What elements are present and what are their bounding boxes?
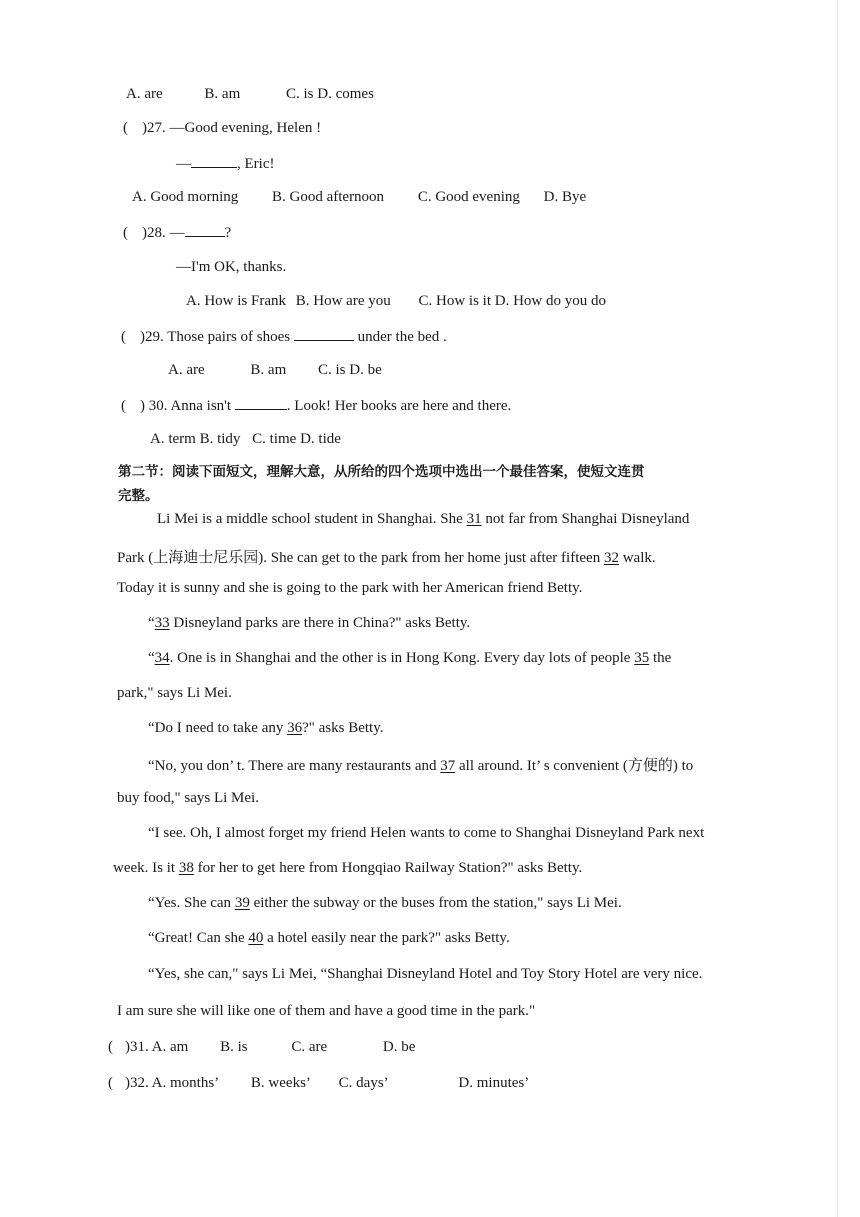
passage-line-11 (113, 860, 582, 877)
section-2-instruction: 第二节：阅读下面短文，理解大意，从所给的四个选项中选出一个最佳答案，使短文连贯 (118, 464, 645, 480)
q29-option-cd: C. is D. be (318, 362, 382, 378)
passage-text: for her to get here from Hongqiao Railway Station?" asks Betty. (193, 860, 583, 876)
q31-option-a: )31. A. am (125, 1039, 189, 1055)
q31-option-c: C. are (291, 1039, 328, 1055)
blank-32: 32 (603, 550, 619, 566)
q31-option-d: D. be (382, 1039, 416, 1055)
answer-paren: ( (108, 1039, 113, 1055)
answer-paren: ( (108, 1075, 113, 1091)
passage-line-4 (148, 615, 470, 632)
passage-line-9: buy food," says Li Mei. (117, 790, 259, 806)
passage-text: “Yes. She can (148, 895, 235, 911)
blank-31: 31 (466, 511, 482, 527)
passage-line-12 (148, 895, 622, 912)
q28-reply: —I'm OK, thanks. (176, 259, 287, 275)
passage-line-8 (148, 754, 693, 775)
passage-text: “Do I need to take any (148, 720, 288, 736)
passage-line-14: “Yes, she can," says Li Mei, “Shanghai Disneyland Hotel and Toy Story Hotel are very nice. (148, 966, 703, 982)
q32-row (108, 1075, 529, 1092)
q29-options (168, 362, 382, 379)
page-edge (837, 0, 838, 1217)
blank-39: 39 (234, 895, 250, 911)
passage-text: not far from Shanghai Disneyland (481, 511, 690, 527)
q26-option-a: A. are (126, 86, 163, 102)
q29-option-a: A. are (168, 362, 205, 378)
q30-text-tail: . Look! Her books are here and there. (286, 398, 512, 414)
blank-36: 36 (287, 720, 303, 736)
q30-option-cd: C. time D. tide (252, 431, 341, 447)
q30-options (150, 431, 341, 448)
q27-option-b: B. Good afternoon (272, 189, 385, 205)
passage-text: . One is in Shanghai and the other is in Hong Kong. Every day lots of people (169, 650, 635, 666)
passage-line-7 (148, 720, 384, 737)
fill-blank (185, 224, 225, 237)
q28-text: )28. — (142, 225, 185, 241)
passage-text: either the subway or the buses from the station," says Li Mei. (249, 895, 622, 911)
q28-qmark: ? (224, 225, 232, 241)
passage-line-1 (157, 511, 689, 528)
q30-stem (121, 397, 511, 415)
passage-text: Disneyland parks are there in China?" asks Betty. (169, 615, 471, 631)
q27-reply (176, 155, 274, 173)
q27-option-c: C. Good evening (417, 189, 520, 205)
passage-text: Park (上海迪士尼乐园). She can get to the park from her home just after fifteen (117, 550, 604, 566)
passage-text: “ (148, 650, 155, 666)
section-2-instruction-cont: 完整。 (118, 488, 159, 504)
passage-text: the (649, 650, 672, 666)
passage-text: week. Is it (113, 860, 179, 876)
q27-option-a: A. Good morning (132, 189, 239, 205)
passage-line-2 (117, 546, 656, 567)
fill-blank (235, 397, 287, 410)
passage-line-10: “I see. Oh, I almost forget my friend Helen wants to come to Shanghai Disneyland Park next (148, 825, 705, 841)
q28-options (186, 293, 606, 310)
blank-34: 34 (154, 650, 170, 666)
passage-text: a hotel easily near the park?" asks Betty. (263, 930, 510, 946)
answer-paren: ( (121, 398, 126, 414)
passage-text: ?" asks Betty. (302, 720, 384, 736)
q32-option-c: C. days’ (338, 1075, 389, 1091)
q32-option-d: D. minutes’ (458, 1075, 530, 1091)
passage-line-6: park," says Li Mei. (117, 685, 232, 701)
blank-38: 38 (178, 860, 194, 876)
blank-35: 35 (634, 650, 650, 666)
q28-option-cd: C. How is it D. How do you do (418, 293, 606, 309)
dash: — (176, 156, 191, 172)
fill-blank (294, 328, 354, 341)
q29-text-tail: under the bed . (357, 329, 447, 345)
passage-line-15: I am sure she will like one of them and have a good time in the park." (117, 1003, 536, 1019)
q29-stem (121, 328, 447, 346)
q28-option-a: A. How is Frank (186, 293, 286, 309)
blank-37: 37 (440, 758, 456, 774)
q31-option-b: B. is (220, 1039, 248, 1055)
answer-paren: ( (121, 329, 126, 345)
passage-text: “No, you don’ t. There are many restaurants and (148, 758, 441, 774)
q27-options (132, 189, 586, 206)
q29-text: )29. Those pairs of shoes (140, 329, 291, 345)
passage-text: Li Mei is a middle school student in Shanghai. She (157, 511, 467, 527)
answer-paren: ( (123, 225, 128, 241)
q26-options (126, 86, 374, 103)
q32-option-a: )32. A. months’ (125, 1075, 220, 1091)
q28-option-b: B. How are you (295, 293, 391, 309)
answer-paren: ( (123, 120, 128, 136)
q31-row (108, 1039, 415, 1056)
q27-text: )27. —Good evening, Helen ! (142, 120, 322, 136)
passage-text: all around. It’ s convenient (方便的) to (455, 758, 694, 774)
q26-option-cd: C. is D. comes (286, 86, 374, 102)
q30-text: ) 30. Anna isn't (140, 398, 232, 414)
fill-blank (191, 155, 237, 168)
passage-line-13 (148, 930, 510, 947)
q29-option-b: B. am (250, 362, 287, 378)
q27-reply-tail: , Eric! (237, 156, 275, 172)
q27-stem (123, 120, 321, 137)
passage-text: “ (148, 615, 155, 631)
passage-text: walk. (618, 550, 656, 566)
blank-40: 40 (248, 930, 264, 946)
q26-option-b: B. am (204, 86, 241, 102)
passage-text: “Great! Can she (148, 930, 249, 946)
q27-option-d: D. Bye (543, 189, 587, 205)
blank-33: 33 (154, 615, 170, 631)
q30-option-ab: A. term B. tidy (150, 431, 241, 447)
q32-option-b: B. weeks’ (250, 1075, 311, 1091)
passage-line-5 (148, 650, 671, 667)
passage-line-3: Today it is sunny and she is going to the park with her American friend Betty. (117, 580, 583, 596)
q28-stem (123, 224, 231, 242)
